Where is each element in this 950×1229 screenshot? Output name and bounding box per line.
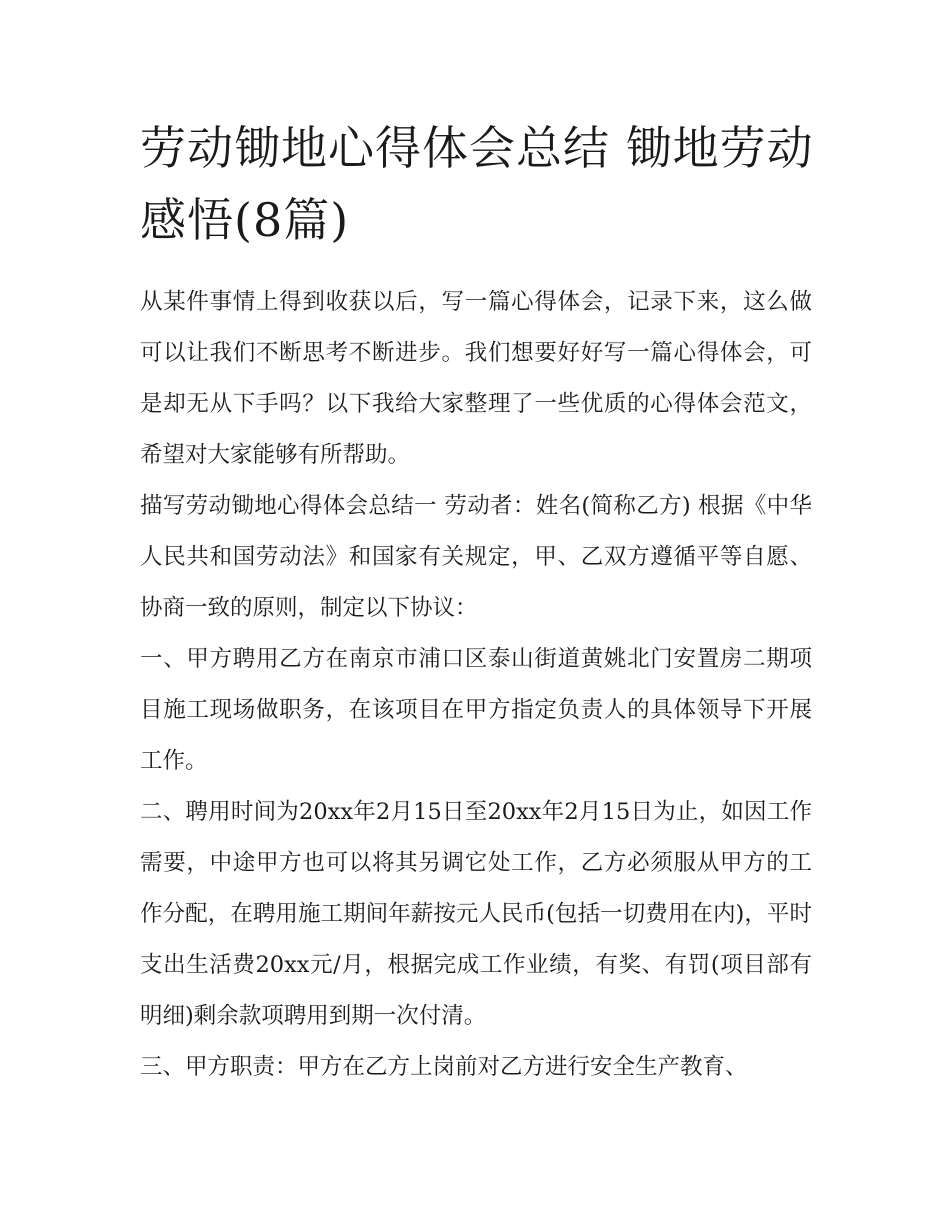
- paragraph-clause-1: 一、甲方聘用乙方在南京市浦口区泰山街道黄姚北门安置房二期项目施工现场做职务，在该项目在甲方指定负责人的具体领导下开展工作。: [140, 646, 812, 774]
- document-body: [140, 277, 812, 1093]
- document-title: 劳动锄地心得体会总结 锄地劳动感悟(8篇): [140, 121, 814, 247]
- paragraph-clause-3: 三、甲方职责：甲方在乙方上岗前对乙方进行安全生产教育、: [140, 1054, 748, 1080]
- paragraph-intro: 从某件事情上得到收获以后，写一篇心得体会，记录下来，这么做可以让我们不断思考不断进步。我们想要好好写一篇心得体会，可是却无从下手吗？以下我给大家整理了一些优质的心得体会范文，希望对大家能够有所帮助。: [140, 289, 812, 468]
- paragraph-clause-2: 二、聘用时间为20xx年2月15日至20xx年2月15日为止，如因工作需要，中途甲方也可以将其另调它处工作，乙方必须服从甲方的工作分配，在聘用施工期间年薪按元人民币(包括一切费用在内)，平时支出生活费20xx元/月，根据完成工作业绩，有奖、有罚(项目部有明细)剩余款项聘用到期一次付清。: [140, 799, 812, 1029]
- paragraph-agreement-header: 描写劳动锄地心得体会总结一 劳动者：姓名(简称乙方) 根据《中华人民共和国劳动法》和国家有关规定，甲、乙双方遵循平等自愿、协商一致的原则，制定以下协议：: [140, 493, 812, 621]
